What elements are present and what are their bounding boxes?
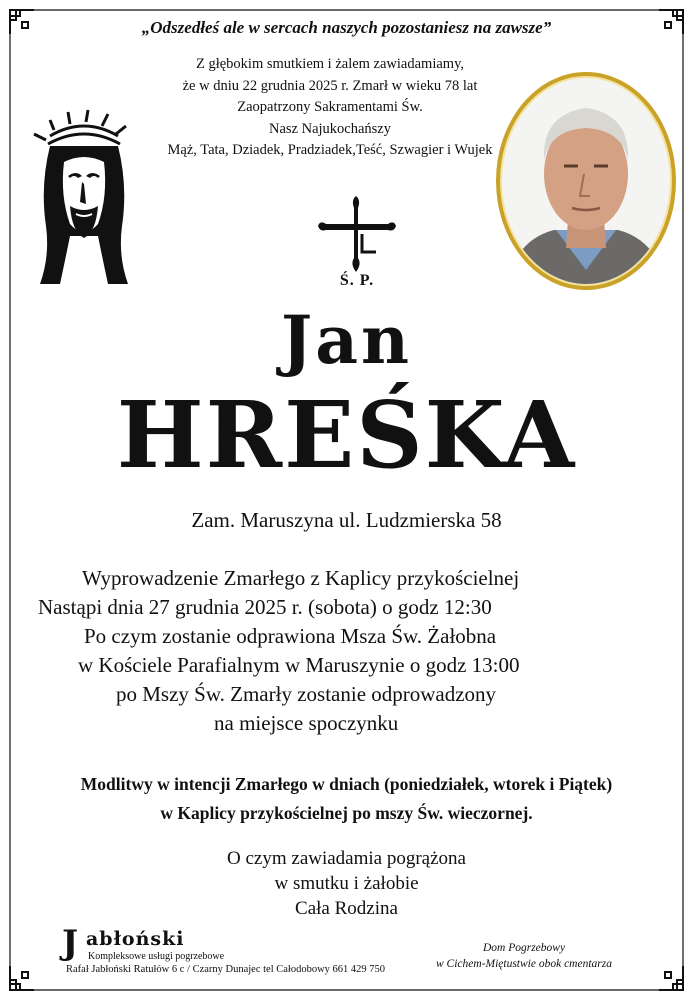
- funeral-address: Rafał Jabłoński Ratułów 6 c / Czarny Dunajec tel Całodobowy 661 429 750: [66, 964, 386, 975]
- deceased-address: Zam. Maruszyna ul. Ludzmierska 58: [191, 508, 502, 532]
- intro-line: Nasz Najukochańszy: [269, 120, 391, 137]
- home-line: w Cichem-Miętustwie obok cmentarza: [436, 958, 612, 970]
- prayer-info: [0, 770, 693, 828]
- intro-line: że w dniu 22 grudnia 2025 r. Zmarł w wieku 78 lat: [182, 77, 478, 94]
- announcement-intro: [112, 54, 548, 162]
- prayer-line: Modlitwy w intencji Zmarłego w dniach (poniedziałek, wtorek i Piątek): [80, 774, 613, 794]
- funeral-logo-name: abłoński: [86, 928, 185, 950]
- ceremony-line: na miejsce spoczynku: [214, 711, 399, 735]
- jesus-thorns-icon: [20, 106, 148, 286]
- sp-label: Ś. P.: [339, 272, 375, 289]
- family-signature: [0, 846, 693, 921]
- ceremony-line: Wyprowadzenie Zmarłego z Kaplicy przykościelnej: [82, 566, 520, 590]
- last-name: HREŚKA: [116, 381, 577, 489]
- family-line: w smutku i żałobie: [274, 873, 419, 894]
- ceremony-line: Po czym zostanie odprawiona Msza Św. Żałobna: [84, 624, 497, 648]
- intro-line: Mąż, Tata, Dziadek, Pradziadek,Teść, Szwagier i Wujek: [167, 142, 493, 158]
- family-line: O czym zawiadamia pogrążona: [227, 848, 466, 869]
- funeral-home-info: [404, 940, 644, 972]
- ceremony-details: [0, 564, 693, 738]
- cross-icon: [318, 194, 396, 274]
- home-line: Dom Pogrzebowy: [482, 942, 566, 954]
- first-name: Jan: [281, 301, 412, 379]
- funeral-logo-initial: J: [62, 923, 79, 963]
- funeral-logo-subtitle: Kompleksowe usługi pogrzebowe: [88, 951, 225, 962]
- family-line: Cała Rodzina: [295, 898, 398, 919]
- prayer-line: w Kaplicy przykościelnej po mszy Św. wieczornej.: [160, 803, 533, 823]
- portrait-photo: [494, 70, 678, 292]
- memorial-quote: „Odszedłeś ale w sercach naszych pozostaniesz na zawsze”: [141, 18, 552, 37]
- intro-line: Z głębokim smutkiem i żalem zawiadamiamy,: [195, 56, 465, 72]
- intro-line: Zaopatrzony Sakramentami Św.: [237, 99, 423, 115]
- ceremony-line: po Mszy Św. Zmarły zostanie odprowadzony: [116, 682, 497, 706]
- ceremony-line: Nastąpi dnia 27 grudnia 2025 r. (sobota) o godz 12:30: [38, 595, 492, 619]
- ceremony-line: w Kościele Parafialnym w Maruszynie o godz 13:00: [78, 653, 520, 677]
